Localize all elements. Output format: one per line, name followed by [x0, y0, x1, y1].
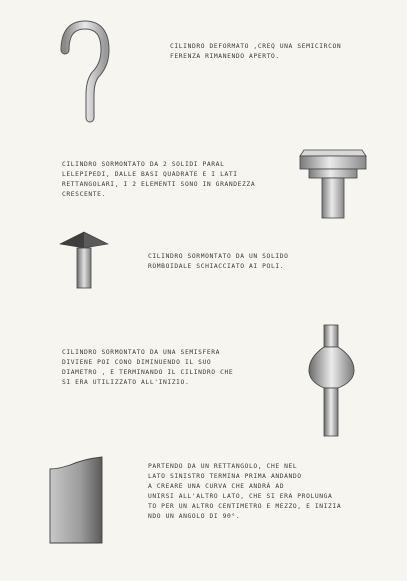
note-line: CRESCENTE. — [62, 191, 106, 198]
note-line: CILINDRO SORMONTATO DA UN SOLIDO — [148, 253, 289, 260]
note-line: LELEPIPEDI, DALLE BASI QUADRATE E I LATI — [62, 171, 238, 178]
cylinder-with-flattened-rhomboid-drawing — [58, 228, 113, 290]
note-line: RETTANGOLARI, I 2 ELEMENTI SONO IN GRANDEZZA — [62, 181, 256, 188]
curved-rectangle-drawing — [44, 455, 109, 545]
note-line: DIAMETRO , E TERMINANDO IL CILINDRO CHE — [62, 369, 234, 376]
cylinder-with-two-parallelepipeds-drawing — [296, 140, 371, 220]
note-stacked — [62, 160, 255, 200]
note-umbrella — [148, 252, 289, 272]
note-curve — [148, 462, 341, 522]
note-line: SI ERA UTILIZZATO ALL'INIZIO. — [62, 379, 190, 386]
note-line: ROMBOIDALE SCHIACCIATO AI POLI. — [148, 263, 285, 270]
note-line: DIVIENE POI CONO DIMINUENDO IL SUO — [62, 359, 212, 366]
note-line: UNIRSI ALL'ALTRO LATO, CHE SI ERA PROLUNGA — [148, 493, 333, 500]
note-line: LATO SINISTRO TERMINA PRIMA ANDANDO — [148, 473, 302, 480]
note-line: TO PER UN ALTRO CENTIMETRO E MEZZO, E INIZIA — [148, 503, 342, 510]
note-line: NDO UN ANGOLO DI 90°. — [148, 513, 241, 520]
note-line: CILINDRO SORMONTATO DA 2 SOLIDI PARAL — [62, 161, 225, 168]
note-dome — [62, 348, 233, 388]
cylinder-with-hemisphere-cone-drawing — [304, 320, 359, 440]
note-hook — [170, 42, 341, 62]
note-line: A CREARE UNA CURVA CHE ANDRÀ AD — [148, 483, 285, 490]
note-line: CILINDRO SORMONTATO DA UNA SEMISFERA — [62, 349, 221, 356]
note-line: PARTENDO DA UN RETTANGOLO, CHE NEL — [148, 463, 298, 470]
hook-shape-drawing — [55, 20, 115, 125]
note-line: CILINDRO DEFORMATO ,CREQ UNA SEMICIRCON — [170, 43, 342, 50]
note-line: FERENZA RIMANENDO APERTO. — [170, 53, 280, 60]
